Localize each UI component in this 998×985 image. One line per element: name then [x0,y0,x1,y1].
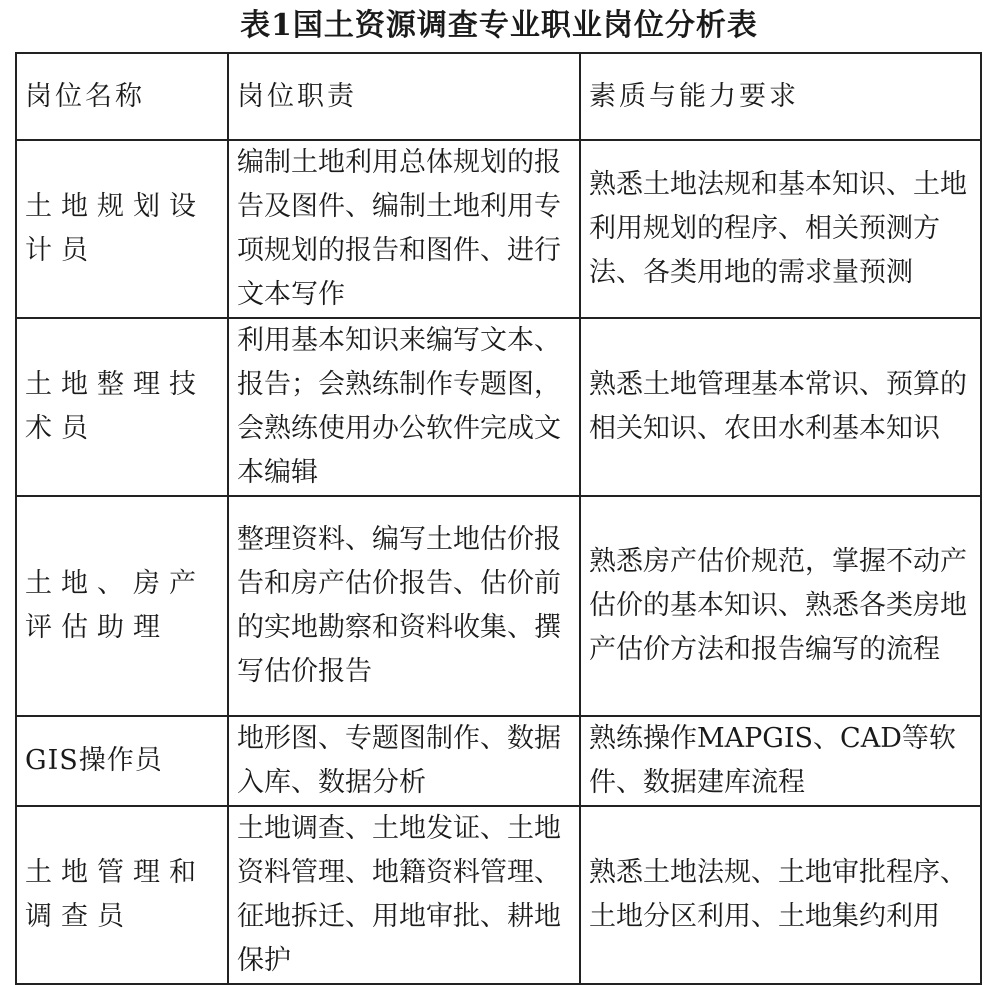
position-cell: 土地规划设计员 [16,140,228,318]
job-analysis-table [15,52,982,985]
position-cell: 土地、房产评估助理 [16,496,228,716]
duties-cell: 地形图、专题图制作、数据入库、数据分析 [228,716,580,806]
table-title: 表1国土资源调查专业职业岗位分析表 [240,8,758,43]
header-requirements: 素质与能力要求 [580,53,981,140]
duties-cell: 整理资料、编写土地估价报告和房产估价报告、估价前的实地勘察和资料收集、撰写估价报告 [228,496,580,716]
position-cell: 土地管理和调查员 [16,806,228,984]
requirements-cell: 熟练操作MAPGIS、CAD等软件、数据建库流程 [580,716,981,806]
position-cell: 土地整理技术员 [16,318,228,496]
requirements-cell: 熟悉土地管理基本常识、预算的相关知识、农田水利基本知识 [580,318,981,496]
table-row [16,140,981,318]
duties-cell: 编制土地利用总体规划的报告及图件、编制土地利用专项规划的报告和图件、进行文本写作 [228,140,580,318]
duties-cell: 土地调查、土地发证、土地资料管理、地籍资料管理、征地拆迁、用地审批、耕地保护 [228,806,580,984]
table-row [16,318,981,496]
requirements-cell: 熟悉房产估价规范，掌握不动产估价的基本知识、熟悉各类房地产估价方法和报告编写的流程 [580,496,981,716]
table-row [16,496,981,716]
table-row [16,806,981,984]
requirements-cell: 熟悉土地法规和基本知识、土地利用规划的程序、相关预测方法、各类用地的需求量预测 [580,140,981,318]
header-row [16,53,981,140]
requirements-cell: 熟悉土地法规、土地审批程序、土地分区利用、土地集约利用 [580,806,981,984]
position-cell: GIS操作员 [16,716,228,806]
header-duties: 岗位职责 [228,53,580,140]
table-row [16,716,981,806]
duties-cell: 利用基本知识来编写文本、报告；会熟练制作专题图，会熟练使用办公软件完成文本编辑 [228,318,580,496]
header-position: 岗位名称 [16,53,228,140]
